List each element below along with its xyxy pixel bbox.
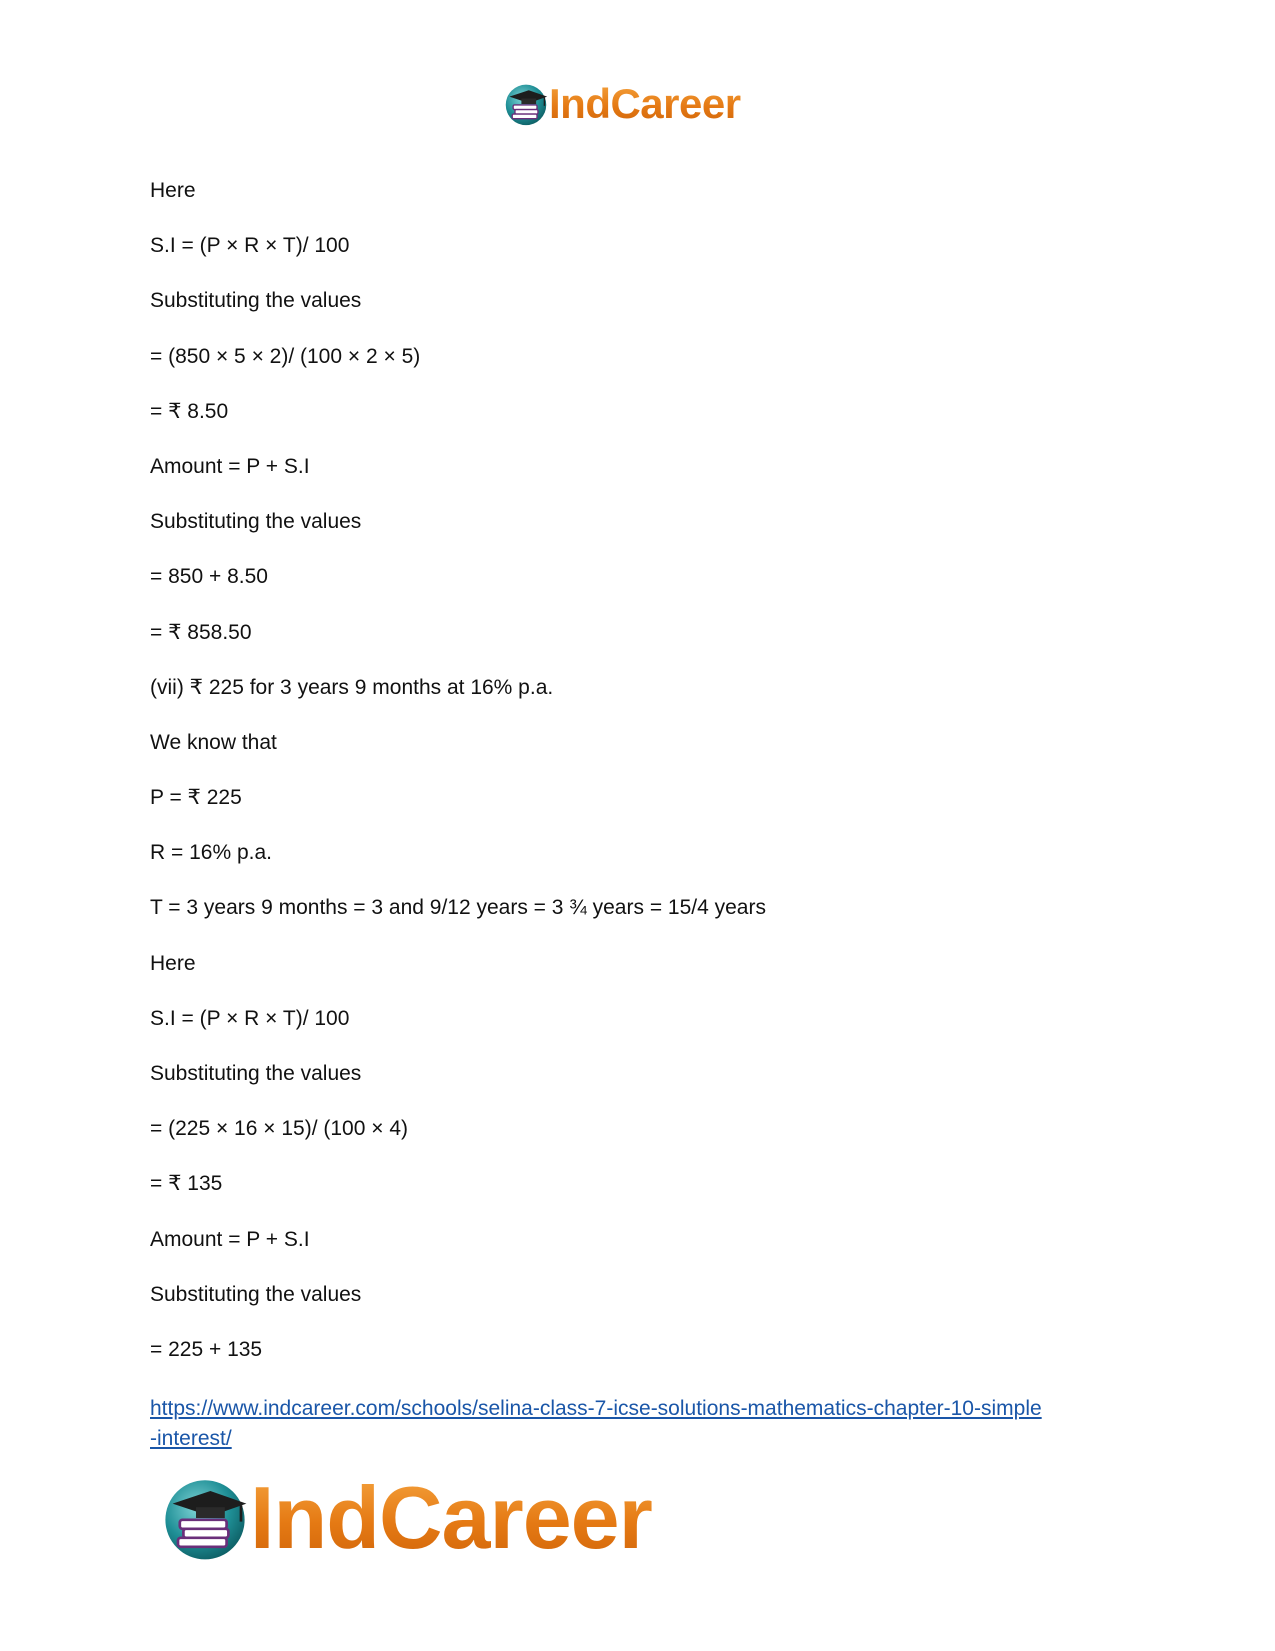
header-logo-text: IndCareer [549,80,741,127]
text-line: S.I = (P × R × T)/ 100 [150,1006,350,1030]
footer-logo [160,1468,652,1568]
footer-logo-text: IndCareer [250,1468,652,1567]
text-line: = 225 + 135 [150,1337,263,1361]
text-line: We know that [150,730,277,754]
text-line: Here [150,951,196,975]
source-link-line-2: -interest/ [150,1427,232,1450]
text-line: Substituting the values [150,289,362,313]
solution-text [150,177,1150,1391]
text-line: = ₹ 135 [150,1172,223,1196]
text-line: S.I = (P × R × T)/ 100 [150,234,350,258]
text-line: = (850 × 5 × 2)/ (100 × 2 × 5) [150,344,421,368]
text-line: = ₹ 8.50 [150,399,229,423]
text-line: Here [150,179,196,202]
source-link-line-1: https://www.indcareer.com/schools/selina-class-7-icse-solutions-mathematics-chapter-10-simple [150,1397,1042,1420]
text-line: = (225 × 16 × 15)/ (100 × 4) [150,1117,409,1141]
text-line: Amount = P + S.I [150,454,310,478]
text-line: Amount = P + S.I [150,1227,310,1251]
text-line: Substituting the values [150,1282,362,1306]
text-line: = ₹ 858.50 [150,620,252,644]
text-line: R = 16% p.a. [150,841,272,865]
text-line: T = 3 years 9 months = 3 and 9/12 years = 3 ¾ years = 15/4 years [150,896,766,920]
text-line: P = ₹ 225 [150,786,242,810]
header-logo [503,80,741,128]
text-line: Substituting the values [150,1062,362,1085]
graduation-cap-books-globe-icon [160,1473,250,1563]
text-line: (vii) ₹ 225 for 3 years 9 months at 16% p.a. [150,675,554,699]
source-link[interactable] [150,1394,1150,1454]
text-line: Substituting the values [150,510,362,534]
graduation-cap-books-globe-icon [503,81,549,127]
text-line: = 850 + 8.50 [150,565,268,589]
